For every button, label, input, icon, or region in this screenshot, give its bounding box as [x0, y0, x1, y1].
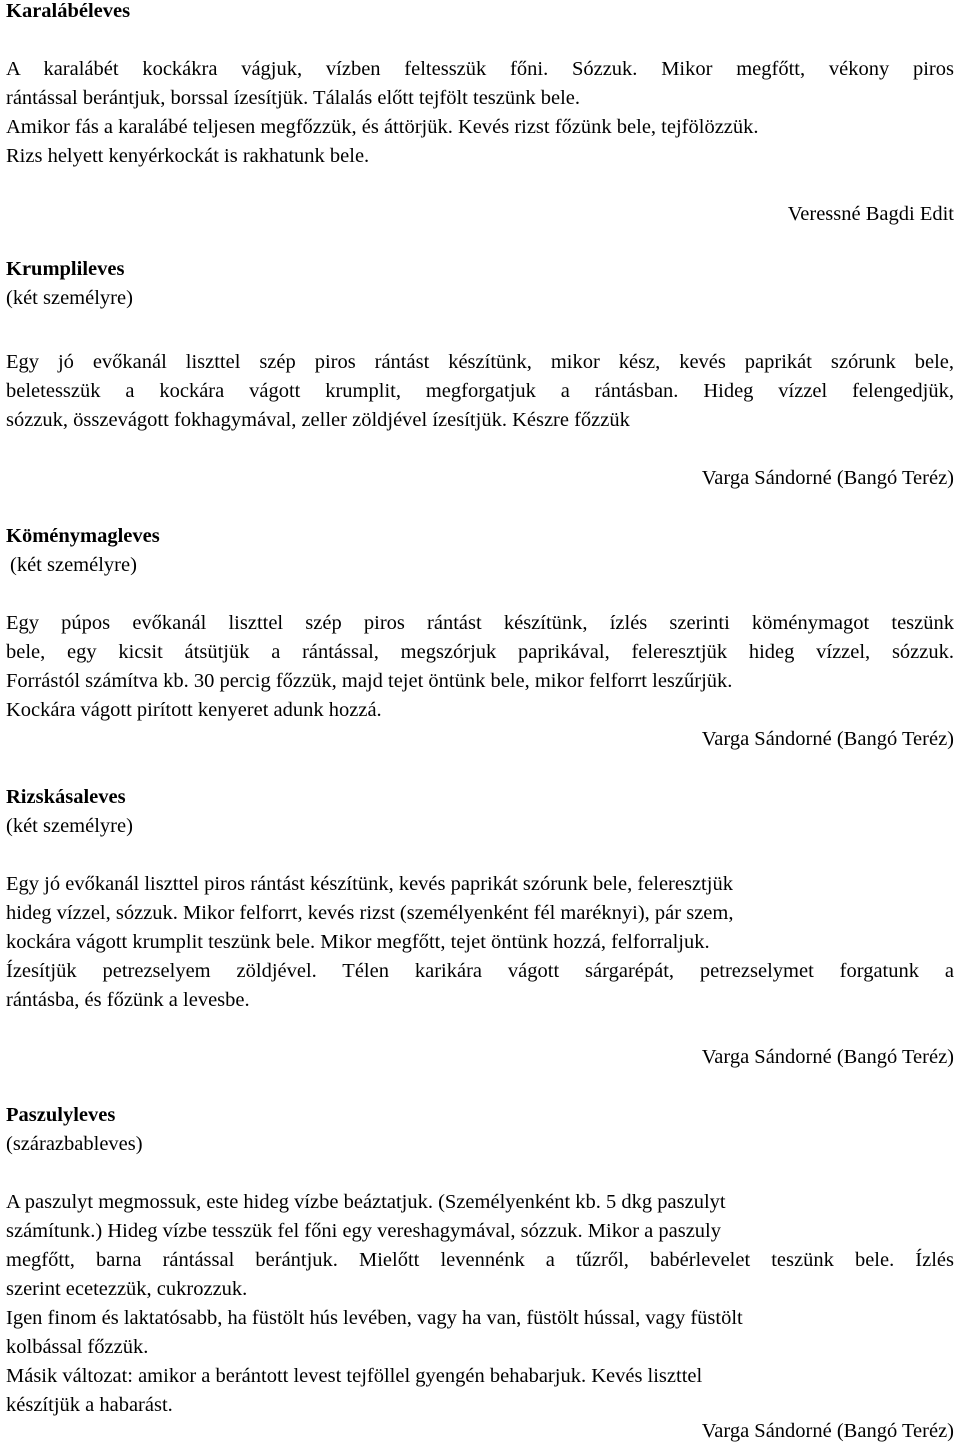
recipe-text-line: Rizs helyett kenyérkockát is rakhatunk bele.: [6, 145, 370, 167]
recipe-text-line: szerint ecetezzük, cukrozzuk.: [6, 1278, 248, 1300]
recipe-text-line: sózzuk, összevágott fokhagymával, zeller zöldjével ízesítjük. Készre főzzük: [6, 409, 630, 431]
recipe-text-line: készítjük a habarást.: [6, 1394, 173, 1416]
recipe-title: Paszulyleves: [6, 1104, 116, 1126]
recipe-text-line: A paszulyt megmossuk, este hideg vízbe beáztatjuk. (Személyenként kb. 5 dkg paszulyt: [6, 1191, 726, 1213]
recipe-subtitle: (két személyre): [6, 815, 133, 837]
recipe-title: Karalábéleves: [6, 0, 131, 22]
recipe-text-line: Egy púpos evőkanál liszttel szép piros rántást készítünk, ízlés szerinti köménymagot teszünk: [6, 612, 954, 634]
recipe-text-line: bele, egy kicsit átsütjük a rántással, megszórjuk paprikával, feleresztjük hideg vízzel, sózzuk.: [6, 641, 954, 663]
recipe-text-line: kolbással főzzük.: [6, 1336, 149, 1358]
recipe-subtitle: (két személyre): [10, 554, 137, 576]
recipe-title: Rizskásaleves: [6, 786, 126, 808]
recipe-author: Veressné Bagdi Edit: [787, 203, 954, 225]
recipe-title: Krumplileves: [6, 258, 125, 280]
recipe-text-line: rántással berántjuk, borssal ízesítjük. Tálalás előtt tejfölt teszünk bele.: [6, 87, 581, 109]
recipe-title: Köménymagleves: [6, 525, 160, 547]
recipe-text-line: beletesszük a kockára vágott krumplit, megforgatjuk a rántásban. Hideg vízzel felengedjük,: [6, 380, 954, 402]
recipe-author: Varga Sándorné (Bangó Teréz): [701, 1046, 954, 1068]
recipe-text-line: Forrástól számítva kb. 30 percig főzzük, majd tejet öntünk bele, mikor felforrt leszűrjük.: [6, 670, 733, 692]
recipe-text-line: hideg vízzel, sózzuk. Mikor felforrt, kevés rizst (személyenként fél maréknyi), pár szem,: [6, 902, 734, 924]
recipe-text-line: rántásba, és főzünk a levesbe.: [6, 989, 250, 1011]
recipe-subtitle: (szárazbableves): [6, 1133, 143, 1155]
recipe-author: Varga Sándorné (Bangó Teréz): [701, 1420, 954, 1442]
recipe-text-line: számítunk.) Hideg vízbe tesszük fel főni egy vereshagymával, sózzuk. Mikor a paszuly: [6, 1220, 722, 1242]
recipe-author: Varga Sándorné (Bangó Teréz): [701, 467, 954, 489]
recipe-text-line: A karalábét kockákra vágjuk, vízben feltesszük főni. Sózzuk. Mikor megfőtt, vékony piros: [6, 58, 954, 80]
recipe-text-line: Ízesítjük petrezselyem zöldjével. Télen karikára vágott sárgarépát, petrezselymet forgatunk a: [6, 960, 954, 982]
recipe-author: Varga Sándorné (Bangó Teréz): [701, 728, 954, 750]
recipe-text-line: Másik változat: amikor a berántott levest tejföllel gyengén behabarjuk. Kevés liszttel: [6, 1365, 703, 1387]
recipe-text-line: Igen finom és laktatósabb, ha füstölt hús levében, vagy ha van, füstölt hússal, vagy füstölt: [6, 1307, 743, 1329]
recipe-text-line: Amikor fás a karalábé teljesen megfőzzük, és áttörjük. Kevés rizst főzünk bele, tejfölözzük.: [6, 116, 759, 138]
recipe-text-line: kockára vágott krumplit teszünk bele. Mikor megfőtt, tejet öntünk hozzá, felforraljuk.: [6, 931, 710, 953]
recipe-text-line: Egy jó evőkanál liszttel piros rántást készítünk, kevés paprikát szórunk bele, feleresztjük: [6, 873, 733, 895]
recipe-subtitle: (két személyre): [6, 287, 133, 309]
recipe-text-line: Kockára vágott pirított kenyeret adunk hozzá.: [6, 699, 382, 721]
recipe-text-line: megfőtt, barna rántással berántjuk. Mielőtt levennénk a tűzről, babérlevelet teszünk bele. Ízlés: [6, 1249, 954, 1271]
recipe-text-line: Egy jó evőkanál liszttel szép piros rántást készítünk, mikor kész, kevés paprikát szórunk bele,: [6, 351, 954, 373]
